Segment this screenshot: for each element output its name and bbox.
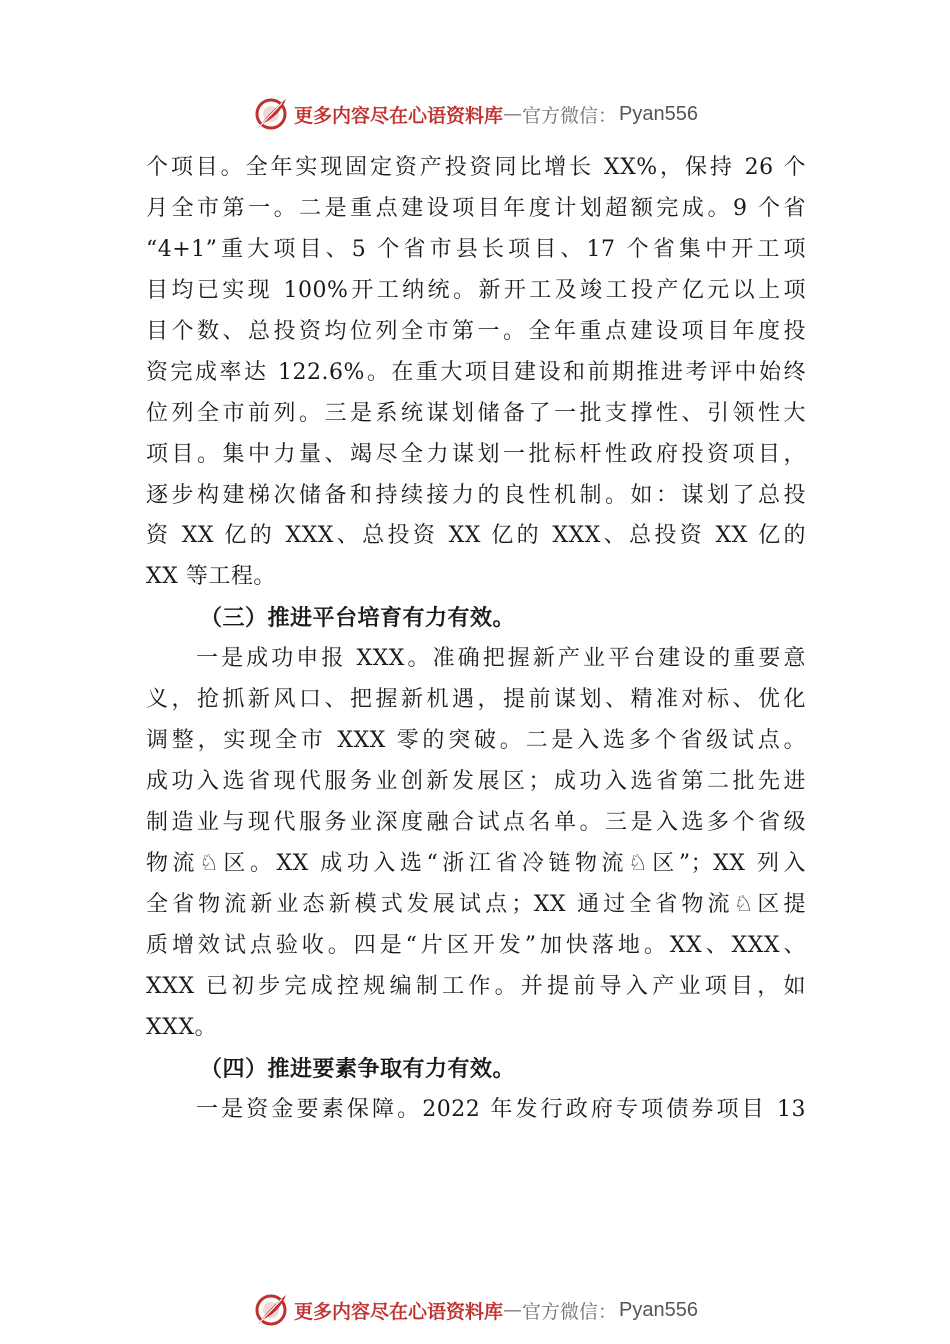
body-line: XXX 已初步完成控规编制工作。并提前导入产业项目，如: [146, 973, 806, 999]
body-line: 月全市第一。二是重点建设项目年度计划超额完成。9 个省: [146, 195, 806, 221]
body-line: 项目。集中力量、竭尽全力谋划一批标杆性政府投资项目，: [146, 441, 806, 467]
footer-banner: [0, 1290, 950, 1330]
body-line: 个项目。全年实现固定资产投资同比增长 XX%，保持 26 个: [146, 155, 806, 180]
quill-logo-icon: [252, 95, 290, 133]
body-line: 一是资金要素保障。2022 年发行政府专项债券项目 13: [196, 1096, 806, 1122]
body-line: 调整，实现全市 XXX 零的突破。二是入选多个省级试点。: [146, 728, 806, 754]
body-line: 目个数、总投资均位列全市第一。全年重点建设项目年度投: [146, 318, 806, 344]
body-line: 目均已实现 100%开工纳统。新开工及竣工投产亿元以上项: [146, 277, 806, 303]
section-heading: （三）推进平台培育有力有效。: [200, 605, 516, 632]
header-banner: [0, 94, 950, 134]
body-line: 资 XX 亿的 XXX、总投资 XX 亿的 XXX、总投资 XX 亿的: [146, 523, 806, 549]
section-heading: （四）推进要素争取有力有效。: [200, 1055, 516, 1082]
banner-dash: —: [503, 103, 523, 125]
quill-logo-icon: [252, 1291, 290, 1329]
body-line: “4+1”重大项目、5 个省市县长项目、17 个省集中开工项: [146, 236, 806, 262]
body-line: 位列全市前列。三是系统谋划储备了一批支撑性、引领性大: [146, 400, 806, 426]
body-line: 物流♘区。XX 成功入选“浙江省冷链物流♘区”；XX 列入: [146, 850, 806, 876]
body-line: 资完成率达 122.6%。在重大项目建设和前期推进考评中始终: [146, 359, 806, 385]
banner-brand-text: 更多内容尽在心语资料库: [294, 104, 504, 127]
body-line: 一是成功申报 XXX。准确把握新产业平台建设的重要意: [196, 646, 806, 672]
banner-official-label: 官方微信：: [522, 104, 618, 127]
body-line: XX 等工程。: [146, 564, 276, 590]
banner-brand-text: 更多内容尽在心语资料库: [294, 1300, 504, 1323]
banner-wechat-id: Pyan556: [619, 102, 698, 125]
body-line: 逐步构建梯次储备和持续接力的良性机制。如：谋划了总投: [146, 482, 806, 508]
banner-dash: —: [503, 1299, 523, 1321]
body-line: 制造业与现代服务业深度融合试点名单。三是入选多个省级: [146, 810, 806, 835]
banner-official-label: 官方微信：: [522, 1300, 618, 1323]
banner-wechat-id: Pyan556: [619, 1298, 698, 1321]
document-body: [146, 148, 806, 1131]
body-line: 成功入选省现代服务业创新发展区；成功入选省第二批先进: [146, 769, 806, 795]
body-line: XXX。: [146, 1014, 217, 1040]
body-line: 全省物流新业态新模式发展试点；XX 通过全省物流♘区提: [146, 891, 806, 917]
body-line: 质增效试点验收。四是“片区开发”加快落地。XX、XXX、: [146, 932, 806, 958]
body-line: 义，抢抓新风口、把握新机遇，提前谋划、精准对标、优化: [146, 687, 806, 713]
